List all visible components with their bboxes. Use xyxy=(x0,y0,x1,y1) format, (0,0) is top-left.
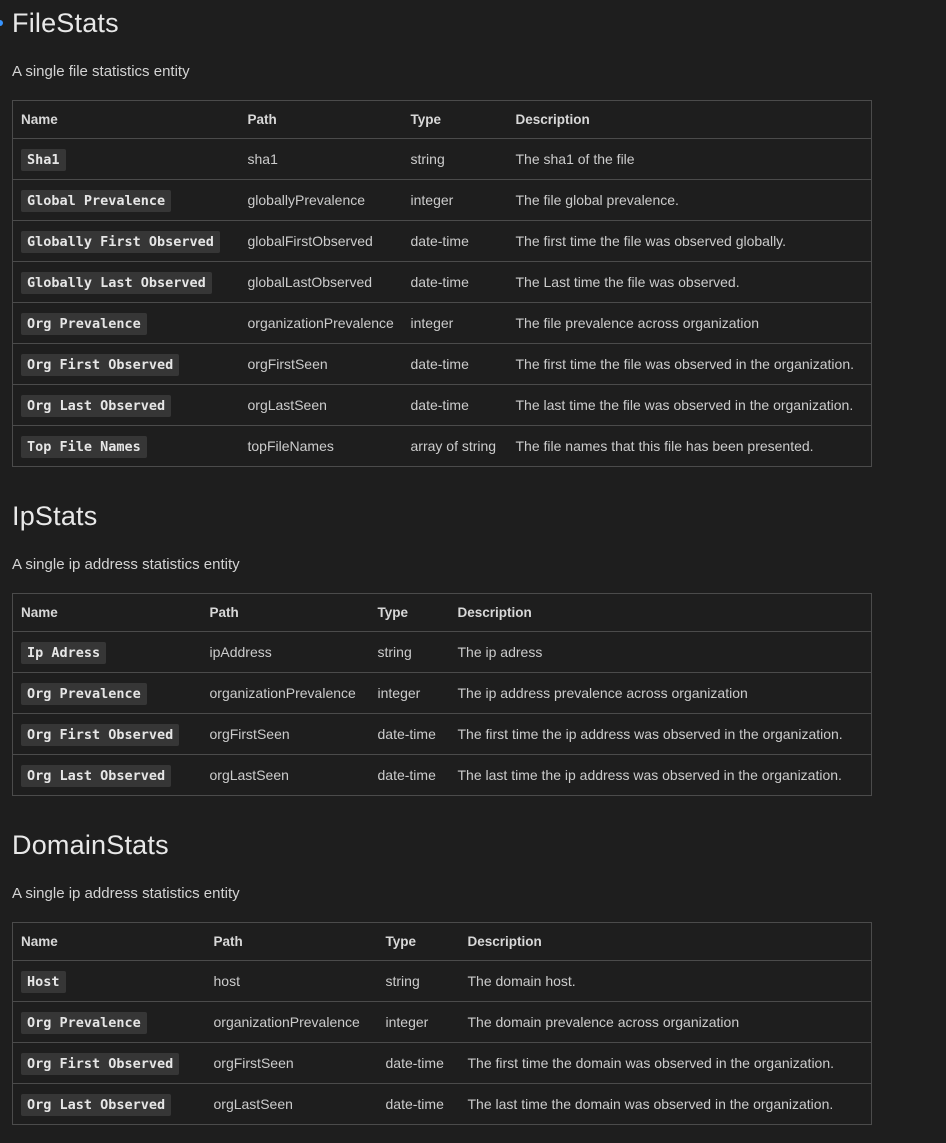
field-description: The Last time the file was observed. xyxy=(508,262,872,303)
field-description: The domain host. xyxy=(460,961,872,1002)
field-name: Sha1 xyxy=(21,149,66,171)
header-path: Path xyxy=(206,923,378,961)
field-description: The file prevalence across organization xyxy=(508,303,872,344)
table-row xyxy=(13,180,872,221)
domainstats-table xyxy=(12,922,872,1125)
field-path: sha1 xyxy=(240,139,403,180)
bullet-dot-icon xyxy=(0,20,3,26)
field-name: Org Last Observed xyxy=(21,765,171,787)
field-type: string xyxy=(403,139,508,180)
field-description: The first time the file was observed globally. xyxy=(508,221,872,262)
field-description: The last time the ip address was observed in the organization. xyxy=(457,767,842,783)
field-type: date-time xyxy=(385,1096,444,1112)
field-name: Ip Adress xyxy=(21,642,106,664)
field-type: integer xyxy=(378,1002,460,1043)
field-name: Org Last Observed xyxy=(21,395,171,417)
field-path: orgFirstSeen xyxy=(206,1043,378,1084)
field-name: Org First Observed xyxy=(21,354,179,376)
field-path: orgFirstSeen xyxy=(202,714,370,755)
field-name: Global Prevalence xyxy=(21,190,171,212)
field-path: globalLastObserved xyxy=(240,262,403,303)
field-type: date-time xyxy=(377,767,436,783)
field-name: Top File Names xyxy=(21,436,147,458)
field-path: topFileNames xyxy=(247,438,334,454)
field-description: The file names that this file has been presented. xyxy=(515,438,814,454)
field-name: Host xyxy=(21,971,66,993)
field-description: The domain prevalence across organization xyxy=(460,1002,872,1043)
header-path: Path xyxy=(240,101,403,139)
ipstats-table xyxy=(12,593,872,796)
field-name: Org Prevalence xyxy=(21,683,147,705)
header-type: Type xyxy=(370,594,450,632)
field-name: Globally First Observed xyxy=(21,231,220,253)
header-name: Name xyxy=(13,594,202,632)
field-name: Org Last Observed xyxy=(21,1094,171,1116)
table-header-row xyxy=(13,594,872,632)
header-description: Description xyxy=(508,101,872,139)
field-path: orgLastSeen xyxy=(240,385,403,426)
field-description: The last time the file was observed in the organization. xyxy=(508,385,872,426)
section-description: A single file statistics entity xyxy=(12,63,190,80)
section-description: A single ip address statistics entity xyxy=(12,556,240,573)
header-name: Name xyxy=(13,923,206,961)
field-name: Org Prevalence xyxy=(21,313,147,335)
section-title: FileStats xyxy=(12,8,119,38)
filestats-table xyxy=(12,100,872,467)
field-type: string xyxy=(378,961,460,1002)
field-path: globallyPrevalence xyxy=(240,180,403,221)
table-row xyxy=(13,673,872,714)
table-row xyxy=(13,632,872,673)
field-type: date-time xyxy=(378,1043,460,1084)
field-type: date-time xyxy=(403,221,508,262)
field-path: host xyxy=(206,961,378,1002)
field-path: organizationPrevalence xyxy=(202,673,370,714)
table-row xyxy=(13,385,872,426)
field-path: globalFirstObserved xyxy=(240,221,403,262)
table-row xyxy=(13,714,872,755)
field-type: string xyxy=(370,632,450,673)
field-type: array of string xyxy=(410,438,497,454)
field-description: The file global prevalence. xyxy=(508,180,872,221)
field-description: The last time the domain was observed in the organization. xyxy=(467,1096,834,1112)
field-type: integer xyxy=(403,303,508,344)
field-description: The first time the domain was observed in the organization. xyxy=(460,1043,872,1084)
field-description: The ip address prevalence across organization xyxy=(450,673,872,714)
section-title: DomainStats xyxy=(12,830,169,860)
header-name: Name xyxy=(13,101,240,139)
field-path: orgLastSeen xyxy=(213,1096,293,1112)
table-row xyxy=(13,344,872,385)
field-path: orgLastSeen xyxy=(209,767,289,783)
field-type: date-time xyxy=(403,344,508,385)
field-description: The ip adress xyxy=(450,632,872,673)
header-description: Description xyxy=(460,923,872,961)
table-row xyxy=(13,1043,872,1084)
field-name: Org First Observed xyxy=(21,724,179,746)
field-type: date-time xyxy=(403,385,508,426)
field-name: Org First Observed xyxy=(21,1053,179,1075)
section-description: A single ip address statistics entity xyxy=(12,885,240,902)
header-description: Description xyxy=(450,594,872,632)
table-row xyxy=(13,426,872,467)
section-title: IpStats xyxy=(12,501,98,531)
field-path: organizationPrevalence xyxy=(206,1002,378,1043)
header-path: Path xyxy=(202,594,370,632)
header-type: Type xyxy=(378,923,460,961)
table-row xyxy=(13,1002,872,1043)
field-type: date-time xyxy=(403,262,508,303)
field-path: ipAddress xyxy=(202,632,370,673)
field-type: integer xyxy=(403,180,508,221)
header-type: Type xyxy=(403,101,508,139)
field-name: Org Prevalence xyxy=(21,1012,147,1034)
table-row xyxy=(13,262,872,303)
field-description: The first time the ip address was observed in the organization. xyxy=(450,714,872,755)
field-type: integer xyxy=(370,673,450,714)
table-row xyxy=(13,755,872,796)
field-description: The first time the file was observed in the organization. xyxy=(508,344,872,385)
table-row xyxy=(13,961,872,1002)
table-row xyxy=(13,1084,872,1125)
table-header-row xyxy=(13,923,872,961)
table-row xyxy=(13,221,872,262)
field-type: date-time xyxy=(370,714,450,755)
field-description: The sha1 of the file xyxy=(508,139,872,180)
table-row xyxy=(13,303,872,344)
field-name: Globally Last Observed xyxy=(21,272,212,294)
table-row xyxy=(13,139,872,180)
field-path: organizationPrevalence xyxy=(240,303,403,344)
table-header-row xyxy=(13,101,872,139)
field-path: orgFirstSeen xyxy=(240,344,403,385)
